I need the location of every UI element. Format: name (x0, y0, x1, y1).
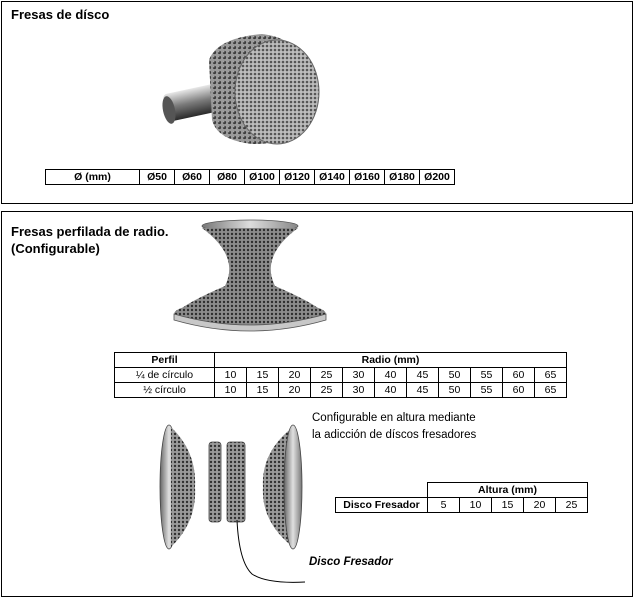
table-cell: 45 (407, 368, 439, 383)
table-cell: Ø120 (280, 170, 315, 185)
diameter-table (45, 169, 455, 185)
table-cell: 50 (439, 368, 471, 383)
table-cell: 55 (471, 368, 503, 383)
diameter-label: Ø (mm) (46, 170, 140, 185)
radius-table (114, 352, 567, 398)
table-cell: 10 (215, 368, 247, 383)
radius-header: Radio (mm) (215, 353, 567, 368)
table-cell: 15 (247, 368, 279, 383)
table-cell: 40 (375, 368, 407, 383)
table-row (336, 498, 588, 513)
table-cell: Ø80 (210, 170, 245, 185)
blank-cell (336, 483, 428, 498)
table-header-row (336, 483, 588, 498)
profile-cutters-panel (1, 211, 633, 597)
table-header-row (115, 353, 567, 368)
table-cell: 25 (556, 498, 588, 513)
exploded-cutter-image (157, 412, 307, 592)
table-cell: 20 (279, 383, 311, 398)
table-cell: 15 (492, 498, 524, 513)
table-cell: 40 (375, 383, 407, 398)
table-cell: 45 (407, 383, 439, 398)
disc-cutter-image (157, 20, 357, 155)
profile-cutters-title: Fresas perfilada de radio. (11, 224, 169, 239)
row-label: ½ círculo (115, 383, 215, 398)
table-cell: 10 (215, 383, 247, 398)
table-cell: Ø180 (385, 170, 420, 185)
table-cell: 25 (311, 383, 343, 398)
table-cell: 65 (535, 368, 567, 383)
table-cell: 65 (535, 383, 567, 398)
configurable-note-line1: Configurable en altura mediante (312, 412, 476, 424)
height-header: Altura (mm) (428, 483, 588, 498)
table-cell: 30 (343, 383, 375, 398)
profile-cutters-subtitle: (Configurable) (11, 241, 100, 256)
row-label: ¼ de círculo (115, 368, 215, 383)
table-cell: 50 (439, 383, 471, 398)
disc-cutters-panel (1, 1, 633, 204)
profile-cutter-image (170, 216, 330, 336)
table-row (115, 368, 567, 383)
disc-cutters-title: Fresas de dísco (11, 7, 110, 22)
table-cell: 25 (311, 368, 343, 383)
profile-header: Perfil (115, 353, 215, 368)
table-cell: 15 (247, 383, 279, 398)
row-label: Disco Fresador (336, 498, 428, 513)
table-row (115, 383, 567, 398)
table-cell: Ø160 (350, 170, 385, 185)
table-cell: Ø140 (315, 170, 350, 185)
table-cell: 10 (460, 498, 492, 513)
table-cell: Ø100 (245, 170, 280, 185)
table-cell: 60 (503, 383, 535, 398)
configurable-note-line2: la adicción de díscos fresadores (312, 429, 477, 441)
table-cell: Ø60 (175, 170, 210, 185)
table-cell: 20 (279, 368, 311, 383)
table-cell: 55 (471, 383, 503, 398)
table-cell: 30 (343, 368, 375, 383)
table-cell: Ø200 (420, 170, 455, 185)
table-cell: 5 (428, 498, 460, 513)
table-cell: 60 (503, 368, 535, 383)
table-cell: Ø50 (140, 170, 175, 185)
height-table (335, 482, 588, 513)
table-row (46, 170, 455, 185)
disc-cutter-callout: Disco Fresador (309, 556, 393, 568)
table-cell: 20 (524, 498, 556, 513)
